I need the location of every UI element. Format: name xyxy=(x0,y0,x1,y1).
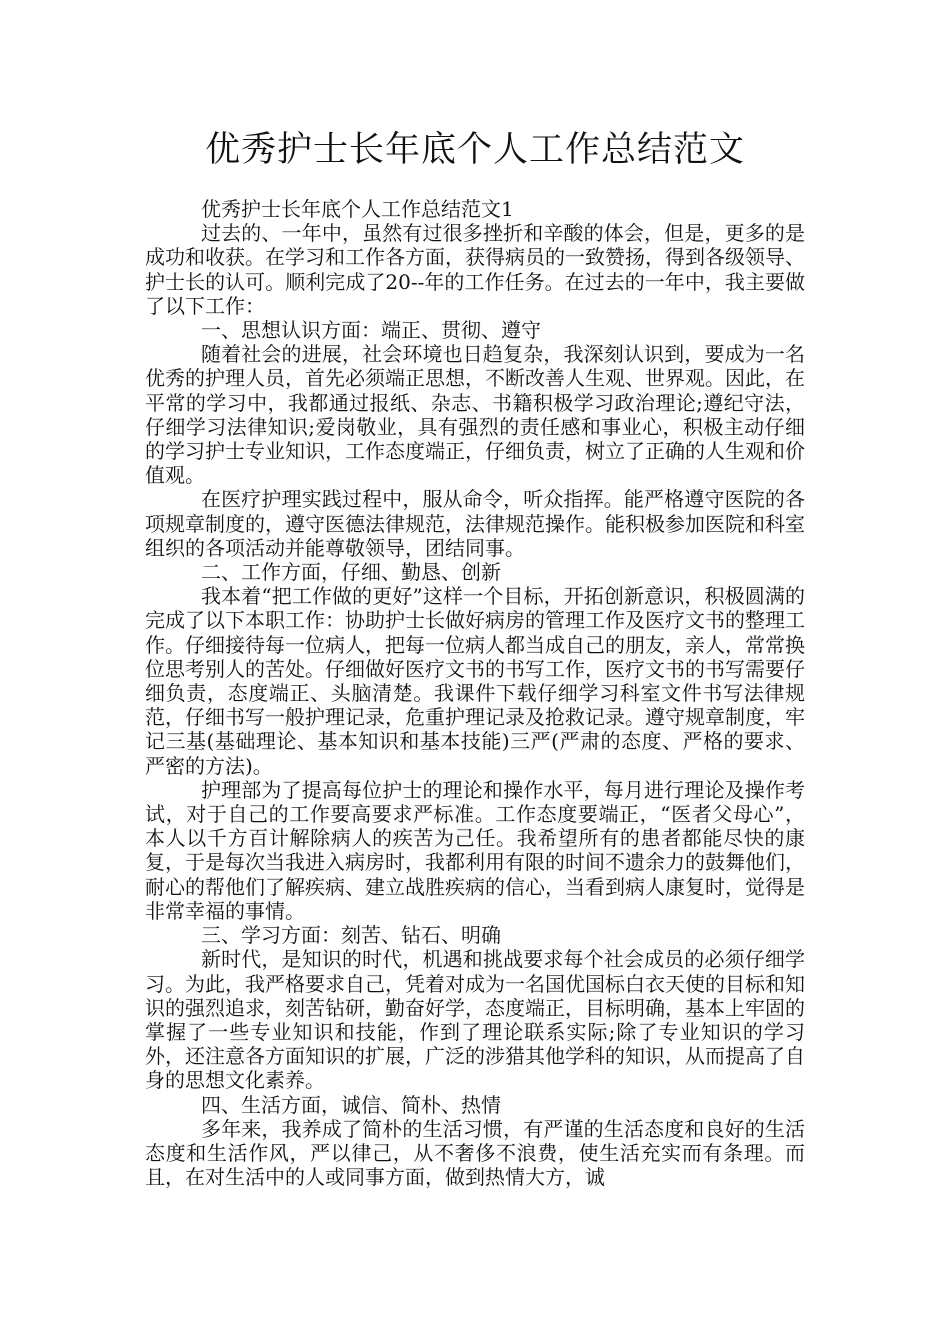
section-heading: 一、思想认识方面：端正、贯彻、遵守 xyxy=(201,318,541,343)
section-heading: 三、学习方面：刻苦、钻石、明确 xyxy=(201,923,501,948)
paragraph: 我本着“把工作做的更好”这样一个目标，开拓创新意识，积极圆满的完成了以下本职工作：协助护士长做好病房的管理工作及医疗文书的整理工作。仔细接待每一位病人，把每一位病人都当成自己的朋友，亲人，常常换位思考别人的苦处。仔细做好医疗文书的书写工作，医疗文书的书写需要仔细负责，态度端正、头脑清楚。我课件下载仔细学习科室文件书写法律规范，仔细书写一般护理记录，危重护理记录及抢救记录。遵守规章制度，牢记三基(基础理论、基本知识和基本技能)三严(严肃的态度、严格的要求、严密的方法)。 xyxy=(145,584,805,778)
paragraph: 随着社会的进展，社会环境也日趋复杂，我深刻认识到，要成为一名优秀的护理人员，首先必须端正思想，不断改善人生观、世界观。因此，在平常的学习中，我都通过报纸、杂志、书籍积极学习政治理论;遵纪守法，仔细学习法律知识;爱岗敬业，具有强烈的责任感和事业心，积极主动仔细的学习护士专业知识，工作态度端正，仔细负责，树立了正确的人生观和价值观。 xyxy=(145,342,805,488)
subtitle-line: 优秀护士长年底个人工作总结范文1 xyxy=(201,197,514,221)
paragraph: 过去的、一年中，虽然有过很多挫折和辛酸的体会，但是，更多的是成功和收获。在学习和工作各方面，获得病员的一致赞扬，得到各级领导、护士长的认可。顺利完成了20--年的工作任务。在过去的一年中，我主要做了以下工作： xyxy=(145,221,805,318)
paragraph: 新时代，是知识的时代，机遇和挑战要求每个社会成员的必须仔细学习。为此，我严格要求自己，凭着对成为一名国优国标白衣天使的目标和知识的强烈追求，刻苦钻研，勤奋好学，态度端正，目标明确，基本上牢固的掌握了一些专业知识和技能，作到了理论联系实际;除了专业知识的学习外，还注意各方面知识的扩展，广泛的涉猎其他学科的知识，从而提高了自身的思想文化素养。 xyxy=(145,947,805,1093)
document-title: 优秀护士长年底个人工作总结范文 xyxy=(204,130,745,170)
paragraph: 护理部为了提高每位护士的理论和操作水平，每月进行理论及操作考试，对于自己的工作要高要求严标准。工作态度要端正，“医者父母心”，本人以千方百计解除病人的疾苦为己任。我希望所有的患者都能尽快的康复，于是每次当我进入病房时，我都利用有限的时间不遗余力的鼓舞他们，耐心的帮他们了解疾病、建立战胜疾病的信心，当看到病人康复时，觉得是非常幸福的事情。 xyxy=(145,777,805,923)
section-heading: 二、工作方面，仔细、勤恳、创新 xyxy=(201,560,501,585)
paragraph: 多年来，我养成了简朴的生活习惯，有严谨的生活态度和良好的生活态度和生活作风，严以律己，从不奢侈不浪费，使生活充实而有条理。而且，在对生活中的人或同事方面，做到热情大方，诚 xyxy=(145,1116,805,1190)
document-body xyxy=(145,197,805,1189)
paragraph: 在医疗护理实践过程中，服从命令，听众指挥。能严格遵守医院的各项规章制度的，遵守医德法律规范，法律规范操作。能积极参加医院和科室组织的各项活动并能尊敬领导，团结同事。 xyxy=(145,487,805,560)
section-heading: 四、生活方面，诚信、简朴、热情 xyxy=(201,1092,501,1117)
